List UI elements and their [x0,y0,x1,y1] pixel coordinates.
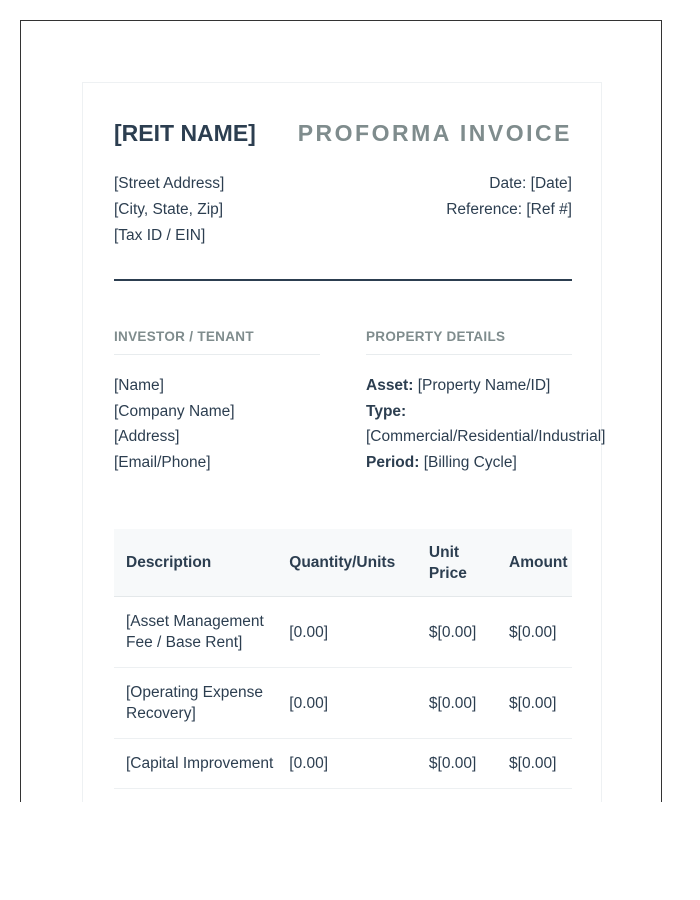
document-title: PROFORMA INVOICE [297,120,572,146]
property-heading: PROPERTY DETAILS [366,329,506,344]
investor-details [114,373,235,475]
row-unit-price: $[0.00] [417,739,497,789]
investor-company: [Company Name] [114,402,235,420]
company-name: [REIT NAME] [114,120,256,146]
asset-value: [Property Name/ID] [417,377,551,394]
invoice-reference: Reference: [Ref #] [446,201,572,218]
row-amount: $[0.00] [497,597,572,668]
header-description: Description [114,529,277,597]
row-unit-price: $[0.00] [417,668,497,739]
invoice-date: Date: [Date] [489,175,572,192]
row-quantity: [0.00] [277,668,417,739]
investor-name: [Name] [114,377,164,394]
investor-heading: INVESTOR / TENANT [114,329,254,344]
header-amount: Amount [497,529,572,597]
city-state-zip: [City, State, Zip] [114,201,224,218]
property-details [366,373,605,475]
row-unit-price: $[0.00] [417,597,497,668]
table-row [114,597,572,668]
invoice-page [82,82,606,802]
street-address: [Street Address] [114,175,225,192]
investor-address: [Address] [114,428,180,445]
document-viewer[interactable] [20,20,662,802]
investor-heading-rule [114,354,320,355]
table-row [114,668,572,739]
investor-contact: [Email/Phone] [114,453,211,471]
table-row [114,739,572,789]
header-quantity: Quantity/Units [277,529,417,597]
invoice-meta [446,171,572,223]
row-quantity: [0.00] [277,597,417,668]
row-amount: $[0.00] [497,668,572,739]
asset-label: Asset: [366,377,414,394]
type-label: Type: [366,402,407,420]
row-description: [Operating Expense Recovery] [114,668,277,739]
property-asset [366,373,605,399]
period-value: [Billing Cycle] [423,453,517,471]
property-heading-rule [366,354,572,355]
row-description: [Capital Improvement [114,739,277,789]
header-unit-price: Unit Price [417,529,497,597]
header-divider [114,279,572,281]
line-items-table [114,529,572,789]
row-amount: $[0.00] [497,739,572,789]
type-value: [Commercial/Residential/Industrial] [366,428,606,445]
property-type-value-line [366,424,605,450]
company-address [114,171,224,249]
row-description: [Asset Management Fee / Base Rent] [114,597,277,668]
row-quantity: [0.00] [277,739,417,789]
table-header-row [114,529,572,597]
tax-id: [Tax ID / EIN] [114,227,206,244]
property-type-label-line [366,399,605,425]
period-label: Period: [366,453,420,471]
property-period [366,450,605,476]
